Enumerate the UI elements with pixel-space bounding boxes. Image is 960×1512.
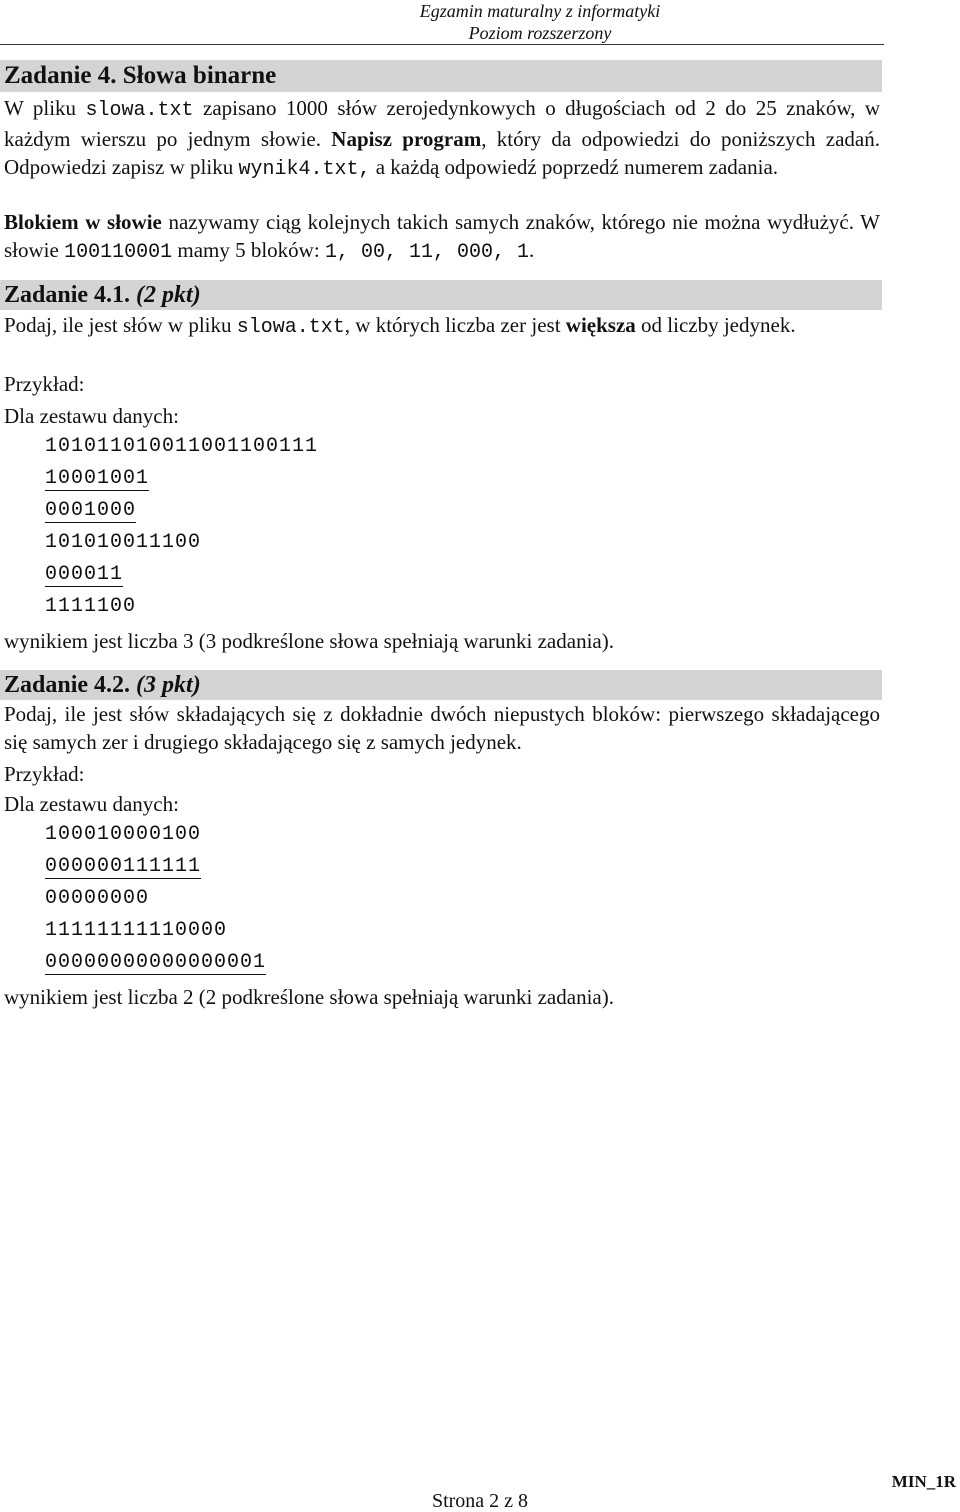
underlined-word: 000000111111 <box>45 855 202 878</box>
task41-data-list <box>45 432 318 624</box>
task41-heading <box>0 280 882 310</box>
page-header <box>0 0 960 46</box>
underlined-word: 00000000000000001 <box>45 951 267 974</box>
task41-dataset-label: Dla zestawu danych: <box>4 404 179 428</box>
task42-data-list <box>45 820 266 980</box>
block-def-blocks: 1, 00, 11, 000, 1 <box>324 241 529 264</box>
data-word-row <box>45 528 318 560</box>
data-word-row <box>45 884 266 916</box>
intro-text-1: W pliku <box>4 96 86 120</box>
task41-example-label: Przykład: <box>4 372 85 396</box>
task42-result: wynikiem jest liczba 2 (2 podkreślone słowa spełniają warunki zadania). <box>4 985 614 1009</box>
data-word-row <box>45 820 266 852</box>
output-filename: wynik4.txt, <box>238 158 371 181</box>
task42-example-label: Przykład: <box>4 762 85 786</box>
data-word: 1111100 <box>45 595 137 618</box>
intro-text-3: , który da odpowiedzi do poniższych zadań. Odpowiedzi zapisz w pliku <box>4 127 880 179</box>
task41-points: (2 pkt) <box>136 282 201 308</box>
block-def-word: 100110001 <box>64 241 173 264</box>
block-def-text-3: . <box>528 238 535 262</box>
task41-filename: slowa.txt <box>236 316 345 339</box>
intro-text-2: zapisano 1000 słów zerojedynkowych o długościach od 2 do 25 znaków, w każdym wierszu po jednym słowie. <box>4 96 880 151</box>
task42-dataset-label: Dla zestawu danych: <box>4 792 179 816</box>
task42-title: Zadanie 4.2. <box>4 672 137 698</box>
exam-level: Poziom rozszerzony <box>468 23 612 43</box>
data-word-row <box>45 464 318 496</box>
header-divider <box>0 44 884 45</box>
data-word: 00000000 <box>45 887 150 910</box>
task-intro <box>4 94 880 184</box>
task41-title: Zadanie 4.1. <box>4 282 137 308</box>
task41-q-text-3: od liczby jedynek. <box>635 313 796 337</box>
task41-q-text-1: Podaj, ile jest słów w pliku <box>4 313 237 337</box>
data-word-row <box>45 592 318 624</box>
exam-code: MIN_1R <box>891 1472 956 1491</box>
data-word: 11111111110000 <box>45 919 228 942</box>
exam-title: Egzamin maturalny z informatyki <box>419 1 661 21</box>
task42-question: Podaj, ile jest słów składających się z dokładnie dwóch niepustych bloków: pierwszego składającego się samych zer i drugiego składającego się z samych jedynek. <box>4 702 880 754</box>
data-word-row <box>45 948 266 980</box>
task-title: Zadanie 4. Słowa binarne <box>0 60 882 92</box>
block-definition <box>4 208 880 267</box>
block-def-text-2: mamy 5 bloków: <box>172 238 325 262</box>
underlined-word: 0001000 <box>45 499 137 522</box>
data-word: 101010011100 <box>45 531 202 554</box>
data-word: 101011010011001100111 <box>45 435 319 458</box>
page-number: Strona 2 z 8 <box>431 1490 529 1512</box>
task41-q-text-2: , w których liczba zer jest <box>344 313 566 337</box>
data-word-row <box>45 916 266 948</box>
task42-points: (3 pkt) <box>136 672 201 698</box>
task41-q-bold: większa <box>565 313 636 337</box>
task42-heading <box>0 670 882 700</box>
intro-text-4: a każdą odpowiedź poprzedź numerem zadania. <box>370 155 779 179</box>
intro-bold: Napisz program <box>331 127 482 151</box>
block-def-bold: Blokiem w słowie <box>4 210 162 234</box>
underlined-word: 10001001 <box>45 467 150 490</box>
data-word: 100010000100 <box>45 823 202 846</box>
data-word-row <box>45 496 318 528</box>
block-def-text-1: nazywamy ciąg kolejnych takich samych znaków, którego nie można wydłużyć. W słowie <box>4 210 880 262</box>
task41-result: wynikiem jest liczba 3 (3 podkreślone słowa spełniają warunki zadania). <box>4 629 614 653</box>
underlined-word: 000011 <box>45 563 124 586</box>
data-word-row <box>45 852 266 884</box>
data-word-row <box>45 432 318 464</box>
data-word-row <box>45 560 318 592</box>
input-filename: slowa.txt <box>85 99 194 122</box>
task41-question <box>4 311 880 342</box>
